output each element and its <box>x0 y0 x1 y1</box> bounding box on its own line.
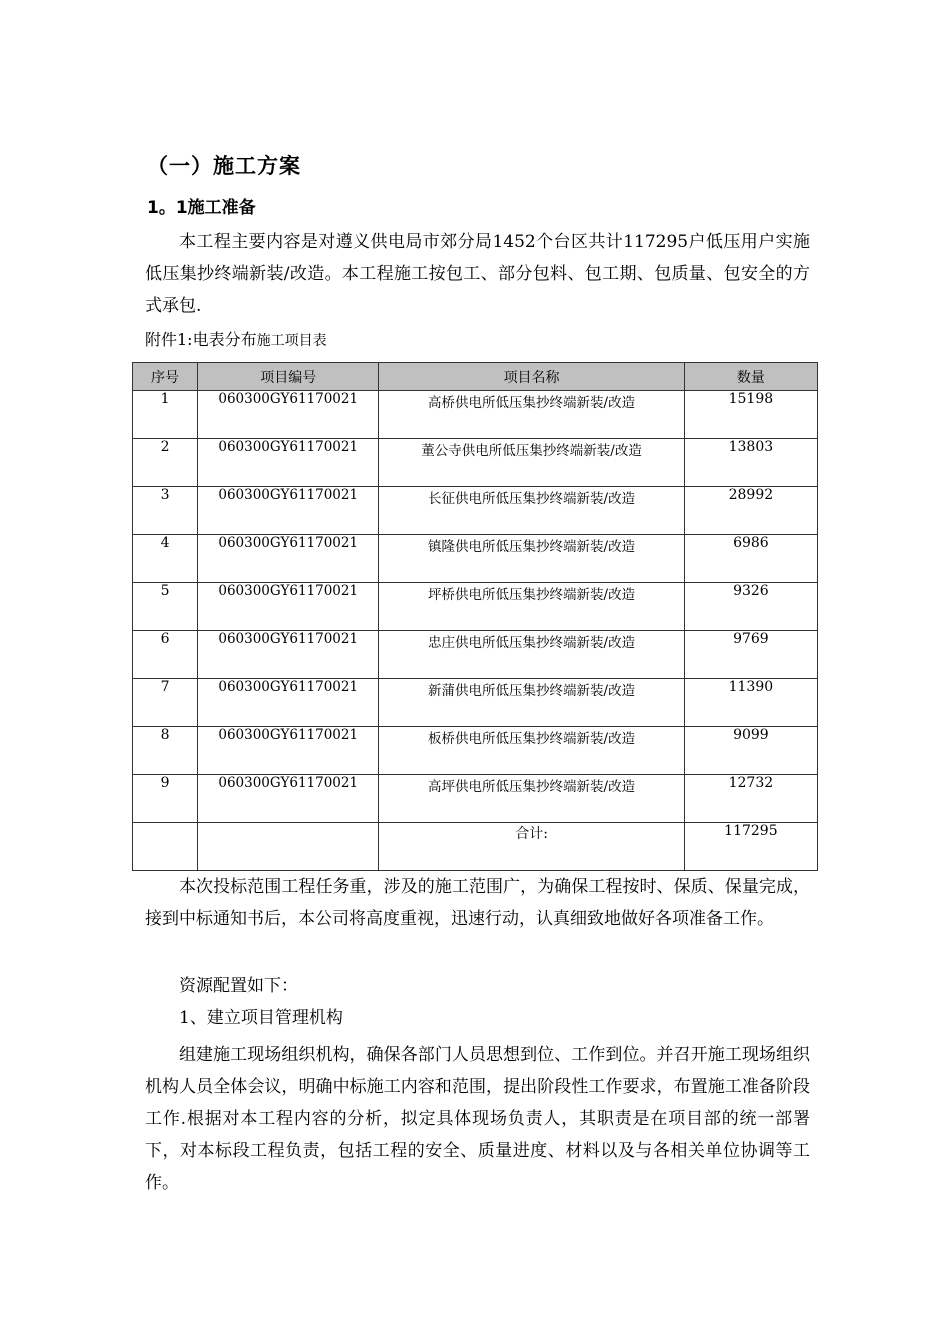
cell-name: 新蒲供电所低压集抄终端新装/改造 <box>379 679 684 727</box>
resources-paragraph: 资源配置如下： <box>179 976 298 996</box>
cell-name: 长征供电所低压集抄终端新装/改造 <box>379 487 684 535</box>
table-header-row <box>133 363 818 391</box>
table-total-row <box>133 823 818 871</box>
table-row <box>133 535 818 583</box>
table-row <box>133 679 818 727</box>
caption-main: 附件1:电表分布 <box>145 330 257 349</box>
cell-qty: 11390 <box>684 679 817 727</box>
header-name: 项目名称 <box>379 363 684 391</box>
cell-name: 坪桥供电所低压集抄终端新装/改造 <box>379 583 684 631</box>
organization-paragraph: 组建施工现场组织机构，确保各部门人员思想到位、工作到位。并召开施工现场组织机构人员全体会议，明确中标施工内容和范围，提出阶段性工作要求，布置施工准备阶段工作.根据对本工程内容的分析，拟定具体现场负责人，其职责是在项目部的统一部署下，对本标段工程负责，包括工程的安全、质量进度、材料以及与各相关单位协调等工作。 <box>145 1045 810 1193</box>
cell-seq: 5 <box>133 583 198 631</box>
table-row <box>133 775 818 823</box>
cell-qty: 9099 <box>684 727 817 775</box>
table-row <box>133 583 818 631</box>
header-seq: 序号 <box>133 363 198 391</box>
cell-seq: 6 <box>133 631 198 679</box>
cell-qty: 9326 <box>684 583 817 631</box>
cell-code: 060300GY61170021 <box>198 487 379 535</box>
cell-code: 060300GY61170021 <box>198 439 379 487</box>
cell-qty: 6986 <box>684 535 817 583</box>
list-item-heading: 1、建立项目管理机构 <box>179 1008 343 1028</box>
cell-seq: 8 <box>133 727 198 775</box>
table-caption <box>145 329 327 352</box>
section-title: （一）施工方案 <box>147 154 301 178</box>
cell-seq: 9 <box>133 775 198 823</box>
cell-code: 060300GY61170021 <box>198 631 379 679</box>
sub-title: 1。1施工准备 <box>147 198 256 218</box>
project-table <box>132 362 818 871</box>
cell-name: 镇隆供电所低压集抄终端新装/改造 <box>379 535 684 583</box>
cell-name: 高坪供电所低压集抄终端新装/改造 <box>379 775 684 823</box>
cell-code: 060300GY61170021 <box>198 583 379 631</box>
header-qty: 数量 <box>684 363 817 391</box>
cell-name: 板桥供电所低压集抄终端新装/改造 <box>379 727 684 775</box>
total-empty-cell <box>198 823 379 871</box>
cell-seq: 2 <box>133 439 198 487</box>
total-qty: 117295 <box>684 823 817 871</box>
cell-qty: 15198 <box>684 391 817 439</box>
cell-name: 忠庄供电所低压集抄终端新装/改造 <box>379 631 684 679</box>
cell-qty: 12732 <box>684 775 817 823</box>
cell-code: 060300GY61170021 <box>198 775 379 823</box>
intro-paragraph: 本工程主要内容是对遵义供电局市郊分局1452个台区共计117295户低压用户实施低压集抄终端新装/改造。本工程施工按包工、部分包料、包工期、包质量、包安全的方式承包. <box>145 232 810 316</box>
table-row <box>133 727 818 775</box>
cell-qty: 9769 <box>684 631 817 679</box>
table-row <box>133 631 818 679</box>
cell-seq: 3 <box>133 487 198 535</box>
cell-code: 060300GY61170021 <box>198 391 379 439</box>
cell-seq: 7 <box>133 679 198 727</box>
cell-seq: 1 <box>133 391 198 439</box>
cell-qty: 28992 <box>684 487 817 535</box>
cell-name: 董公寺供电所低压集抄终端新装/改造 <box>379 439 684 487</box>
cell-qty: 13803 <box>684 439 817 487</box>
caption-small: 施工项目表 <box>256 333 327 349</box>
header-code: 项目编号 <box>198 363 379 391</box>
total-label: 合计: <box>379 823 684 871</box>
cell-seq: 4 <box>133 535 198 583</box>
table-row <box>133 487 818 535</box>
cell-code: 060300GY61170021 <box>198 535 379 583</box>
cell-code: 060300GY61170021 <box>198 679 379 727</box>
table-row <box>133 391 818 439</box>
cell-code: 060300GY61170021 <box>198 727 379 775</box>
preparation-paragraph: 本次投标范围工程任务重，涉及的施工范围广，为确保工程按时、保质、保量完成，接到中标通知书后，本公司将高度重视，迅速行动，认真细致地做好各项准备工作。 <box>145 877 810 929</box>
table-row <box>133 439 818 487</box>
total-empty-cell <box>133 823 198 871</box>
cell-name: 高桥供电所低压集抄终端新装/改造 <box>379 391 684 439</box>
